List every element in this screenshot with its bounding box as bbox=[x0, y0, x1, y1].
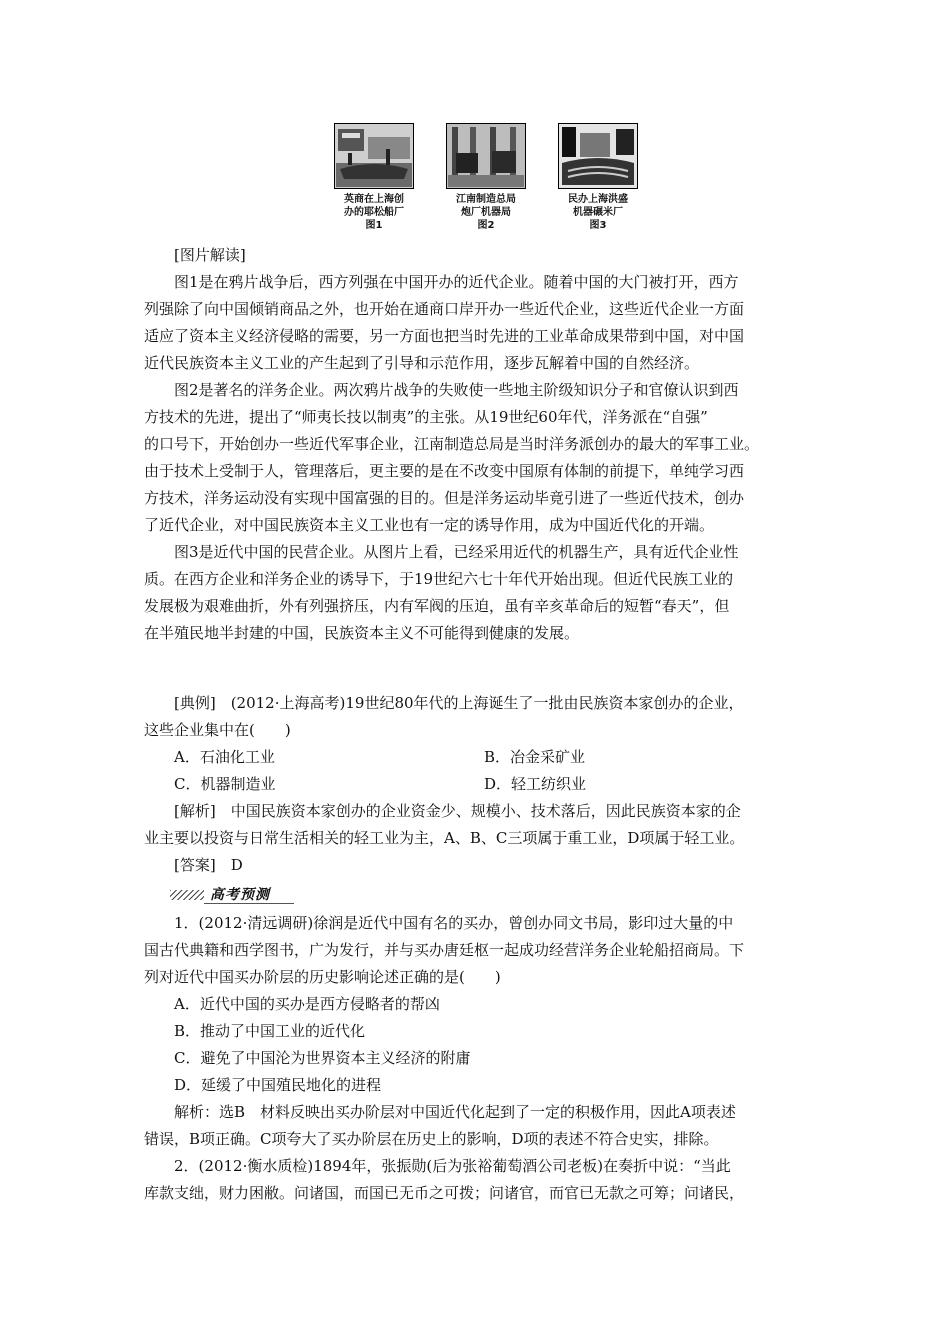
section-heading: [图片解读] bbox=[174, 246, 246, 264]
text-line: 列强除了向中国倾销商品之外，也开始在通商口岸开办一些近代企业，这些近代企业一方面 bbox=[144, 300, 745, 318]
text-line: 国古代典籍和西学图书，广为发行，并与买办唐廷枢一起成功经营洋务企业轮船招商局。下 bbox=[144, 941, 745, 959]
q1-option-a: A．近代中国的买办是西方侵略者的帮凶 bbox=[174, 995, 440, 1013]
figure-3-caption: 民办上海洪盛 机器碾米厂 bbox=[568, 194, 628, 218]
text-line: 质。在西方企业和洋务企业的诱导下，于19世纪六七十年代开始出现。但近代民族工业的 bbox=[144, 570, 734, 588]
option-c: C．机器制造业 bbox=[174, 775, 276, 793]
text-line: 这些企业集中在( ) bbox=[144, 721, 291, 739]
text-line: 适应了资本主义经济侵略的需要，另一方面也把当时先进的工业革命成果带到中国，对中国 bbox=[144, 327, 745, 345]
text-line: 发展极为艰难曲折，外有列强挤压，内有军阀的压迫，虽有辛亥革命后的短暂“春天”，但 bbox=[144, 597, 730, 615]
answer-text: [答案] D bbox=[174, 856, 243, 874]
arsenal-photo bbox=[446, 123, 526, 189]
q1-analysis: 解析：选B 材料反映出买办阶层对中国近代化起到了一定的积极作用，因此A项表述 bbox=[174, 1103, 736, 1121]
figure-2-caption: 江南制造总局 炮厂机器局 bbox=[456, 194, 516, 218]
text-line: 方技术的先进，提出了“师夷长技以制夷”的主张。从19世纪60年代，洋务派在“自强” bbox=[144, 408, 708, 426]
option-b: B．冶金采矿业 bbox=[484, 748, 586, 766]
figure-2-label: 图2 bbox=[477, 220, 495, 231]
option-a: A．石油化工业 bbox=[174, 748, 275, 766]
text-line: 图3是近代中国的民营企业。从图片上看，已经采用近代的机器生产，具有近代企业性 bbox=[174, 543, 739, 561]
figure-1-caption: 英商在上海创 办的耶松船厂 bbox=[344, 194, 404, 218]
q1-option-d: D．延缓了中国殖民地化的进程 bbox=[174, 1076, 382, 1094]
analysis-text: [解析] 中国民族资本家创办的企业资金少、规模小、技术落后，因此民族资本家的企 bbox=[174, 802, 741, 820]
banner-title: 高考预测 bbox=[210, 887, 270, 903]
text-line: 列对近代中国买办阶层的历史影响论述正确的是( ) bbox=[144, 968, 501, 986]
text-line: 近代民族资本主义工业的产生起到了引导和示范作用，逐步瓦解着中国的自然经济。 bbox=[144, 354, 700, 372]
text-line: 业主要以投资与日常生活相关的轻工业为主，A、B、C三项属于重工业，D项属于轻工业。 bbox=[144, 829, 745, 847]
figure-2 bbox=[446, 123, 526, 232]
option-d: D．轻工纺织业 bbox=[484, 775, 587, 793]
text-line: 在半殖民地半封建的中国，民族资本主义不可能得到健康的发展。 bbox=[144, 624, 580, 642]
question-2: 2．(2012·衡水质检)1894年，张振勋(后为张裕葡萄酒公司老板)在奏折中说：“当此 bbox=[174, 1157, 731, 1175]
shipyard-photo bbox=[334, 123, 414, 189]
q1-option-c: C．避免了中国沦为世界资本主义经济的附庸 bbox=[174, 1049, 471, 1067]
figure-1-label: 图1 bbox=[365, 220, 383, 231]
question-1: 1．(2012·清远调研)徐润是近代中国有名的买办，曾创办同文书局，影印过大量的中 bbox=[174, 914, 734, 932]
rice-mill-photo bbox=[558, 123, 638, 189]
banner-underline bbox=[204, 903, 294, 904]
text-line: 图1是在鸦片战争后，西方列强在中国开办的近代企业。随着中国的大门被打开，西方 bbox=[174, 273, 739, 291]
text-line: 由于技术上受制于人，管理落后，更主要的是在不改变中国原有体制的前提下，单纯学习西 bbox=[144, 462, 745, 480]
text-line: 库款支绌，财力困敝。问诸国，而国已无币之可拨；问诸官，而官已无款之可筹；问诸民， bbox=[144, 1184, 745, 1202]
text-line: 的口号下，开始创办一些近代军事企业，江南制造总局是当时洋务派创办的最大的军事工业。 bbox=[144, 435, 760, 453]
banner-stripes bbox=[170, 890, 204, 900]
figure-3-label: 图3 bbox=[589, 220, 607, 231]
figure-1 bbox=[334, 123, 414, 232]
example-question: [典例] (2012·上海高考)19世纪80年代的上海诞生了一批由民族资本家创办的企业， bbox=[174, 694, 744, 712]
q1-option-b: B．推动了中国工业的近代化 bbox=[174, 1022, 366, 1040]
figure-3 bbox=[558, 123, 638, 232]
figure-row bbox=[334, 123, 654, 243]
text-line: 错误，B项正确。C项夸大了买办阶层在历史上的影响，D项的表述不符合史实，排除。 bbox=[144, 1130, 719, 1148]
text-line: 方技术，洋务运动没有实现中国富强的目的。但是洋务运动毕竟引进了一些近代技术，创办 bbox=[144, 489, 745, 507]
text-line: 图2是著名的洋务企业。两次鸦片战争的失败使一些地主阶级知识分子和官僚认识到西 bbox=[174, 381, 739, 399]
text-line: 了近代企业，对中国民族资本主义工业也有一定的诱导作用，成为中国近代化的开端。 bbox=[144, 516, 715, 534]
